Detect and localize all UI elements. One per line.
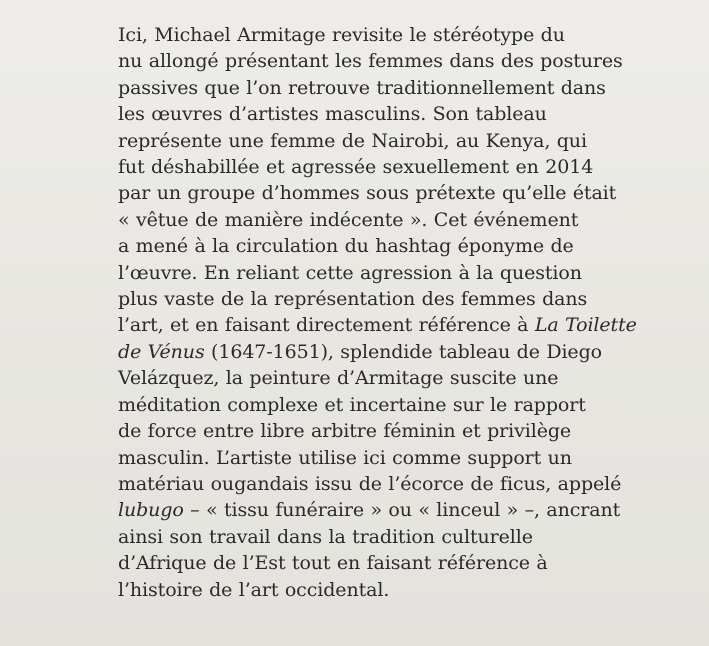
text-line-16: de force entre libre arbitre féminin et privilège [118,420,572,443]
text-line-22: l’histoire de l’art occidental. [118,578,390,601]
artwork-title-part-1: La Toilette [534,314,637,337]
text-line-18: matériau ougandais issu de l’écorce de ficus, appelé [118,472,622,495]
text-line-13-roman: (1647-1651), splendide tableau de Diego [204,340,602,363]
text-line-6: fut déshabillée et agressée sexuellement en 2014 [118,156,594,179]
text-line-3: passives que l’on retrouve traditionnellement dans [118,76,606,99]
text-line-8: « vêtue de manière indécente ». Cet événement [118,208,579,231]
text-line-19 [118,497,698,523]
text-line-12-roman: l’art, et en faisant directement référence à [118,314,535,337]
text-line-9: a mené à la circulation du hashtag éponyme de [118,235,574,258]
text-line-17: masculin. L’artiste utilise ici comme support un [118,446,572,469]
text-line-11: plus vaste de la représentation des femmes dans [118,288,588,311]
text-line-4: les œuvres d’artistes masculins. Son tableau [118,103,547,126]
text-line-19-roman: – « tissu funéraire » ou « linceul » –, ancrant [183,499,621,522]
text-line-2: nu allongé présentant les femmes dans des postures [118,50,623,73]
artwork-title-part-2: de Vénus [118,340,205,363]
text-line-14: Velázquez, la peinture d’Armitage suscite une [118,367,559,390]
text-line-12 [118,312,698,338]
text-line-20: ainsi son travail dans la tradition culturelle [118,525,533,548]
text-line-5: représente une femme de Nairobi, au Kenya, qui [118,129,587,152]
text-line-21: d’Afrique de l’Est tout en faisant référence à [118,552,548,575]
material-term-lubugo: lubugo [118,499,184,522]
text-line-7: par un groupe d’hommes sous prétexte qu’elle était [118,182,617,205]
label-paragraph [118,22,698,603]
text-line-13 [118,339,698,365]
text-line-1: Ici, Michael Armitage revisite le stéréotype du [118,24,565,46]
text-line-10: l’œuvre. En reliant cette agression à la question [118,261,582,284]
text-line-15: méditation complexe et incertaine sur le rapport [118,393,586,416]
